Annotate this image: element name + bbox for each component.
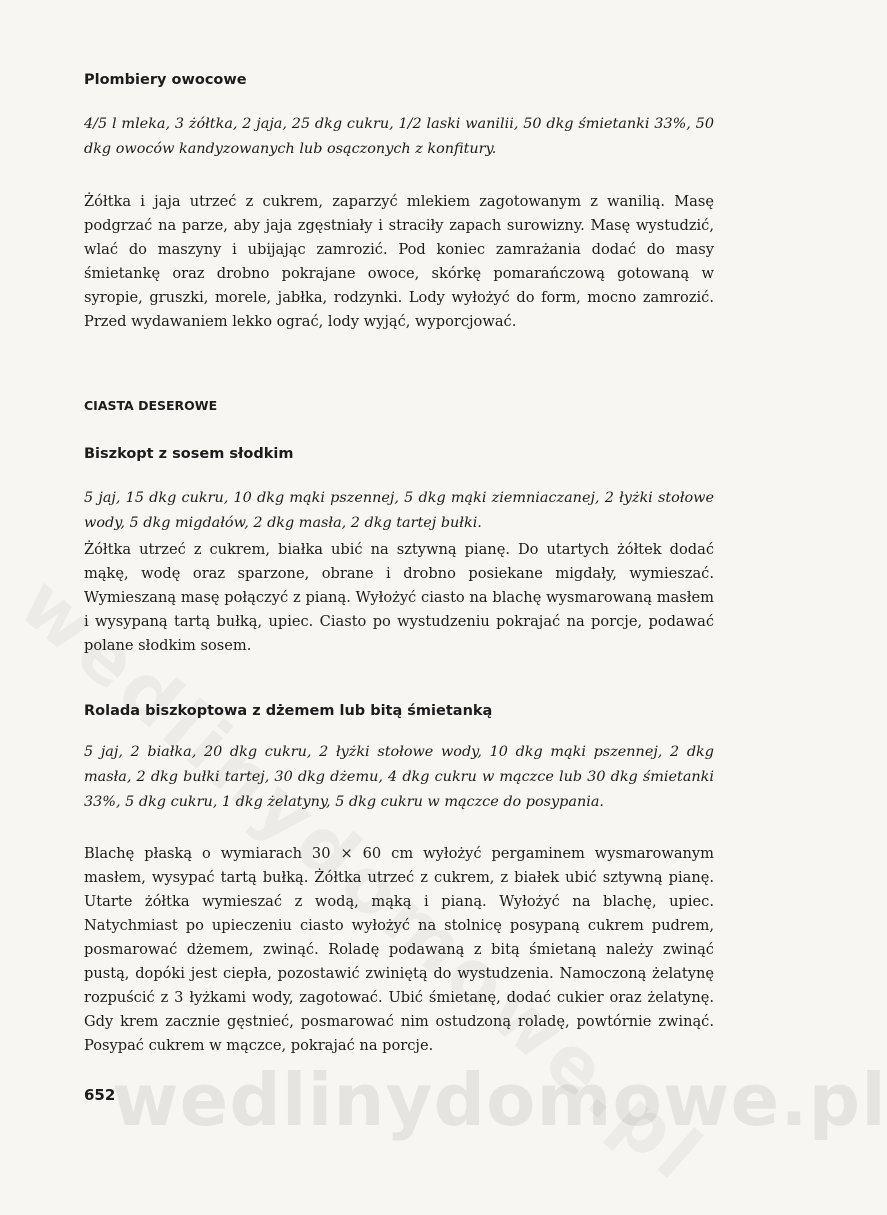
recipe-ingredients-biszkopt: 5 jaj, 15 dkg cukru, 10 dkg mąki pszennej, 5 dkg mąki ziemniaczanej, 2 łyżki stołowe wody, 5 dkg migdałów, 2 dkg masła, 2 dkg tartej bułki. — [84, 490, 714, 531]
recipe-method-biszkopt: Żółtka utrzeć z cukrem, białka ubić na sztywną pianę. Do utartych żółtek dodać mąkę, wodę oraz sparzone, obrane i drobno posiekane migdały, wymieszać. Wymieszaną masę połączyć z pianą. Wyłożyć ciasto na blachę wysmarowaną masłem i wysypaną tartą bułką, upiec. Ciasto po wystudzeniu pokrajać na porcje, podawać polane słodkim sosem. — [84, 541, 714, 654]
recipe-title-biszkopt: Biszkopt z sosem słodkim — [84, 446, 294, 462]
recipe-ingredients-rolada: 5 jaj, 2 białka, 20 dkg cukru, 2 łyżki stołowe wody, 10 dkg mąki pszennej, 2 dkg masła, 2 dkg bułki tartej, 30 dkg dżemu, 4 dkg cukru w mączce lub 30 dkg śmietanki 33%, 5 dkg cukru, 1 dkg żelatyny, 5 dkg cukru w mączce do posypania. — [84, 744, 714, 810]
book-page — [84, 0, 714, 1178]
recipe-title-rolada: Rolada biszkoptowa z dżemem lub bitą śmietanką — [84, 703, 493, 719]
recipe-ingredients-plombiery: 4/5 l mleka, 3 żółtka, 2 jaja, 25 dkg cukru, 1/2 laski wanilii, 50 dkg śmietanki 33%, 50 dkg owoców kandyzowanych lub osączonych z konfitury. — [84, 116, 714, 157]
recipe-title-plombiery: Plombiery owocowe — [84, 72, 247, 88]
section-heading-ciasta: CIASTA DESEROWE — [84, 398, 218, 413]
recipe-method-plombiery: Żółtka i jaja utrzeć z cukrem, zaparzyć mlekiem zagotowanym z wanilią. Masę podgrzać na parze, aby jaja zgęstniały i straciły zapach surowizny. Masę wystudzić, wlać do maszyny i ubijając zamrozić. Pod koniec zamrażania dodać do masy śmietankę oraz drobno pokrajane owoce, skórkę pomarańczową gotowaną w syropie, gruszki, morele, jabłka, rodzynki. Lody wyłożyć do form, mocno zamrozić. Przed wydawaniem lekko ograć, lody wyjąć, wyporcjować. — [84, 193, 714, 330]
watermark-bottom: wedlinydomowe.pl — [112, 1058, 887, 1142]
recipe-method-rolada: Blachę płaską o wymiarach 30 × 60 cm wyłożyć pergaminem wysmarowanym masłem, wysypać tartą bułką. Żółtka utrzeć z cukrem, z białek ubić sztywną pianę. Utarte żółtka wymieszać z wodą, mąką i pianą. Wyłożyć na blachę, upiec. Natychmiast po upieczeniu ciasto wyłożyć na stolnicę posypaną cukrem pudrem, posmarować dżemem, zwinąć. Roladę podawaną z bitą śmietaną należy zwinąć pustą, dopóki jest ciepła, pozostawić zwiniętą do wystudzenia. Namoczoną żelatynę rozpuścić z 3 łyżkami wody, zagotować. Ubić śmietanę, dodać cukier oraz żelatynę. Gdy krem zacznie gęstnieć, posmarować nim ostudzoną roladę, powtórnie zwinąć. Posypać cukrem w mączce, pokrajać na porcje. — [84, 845, 714, 1054]
page-number: 652 — [84, 1086, 116, 1104]
